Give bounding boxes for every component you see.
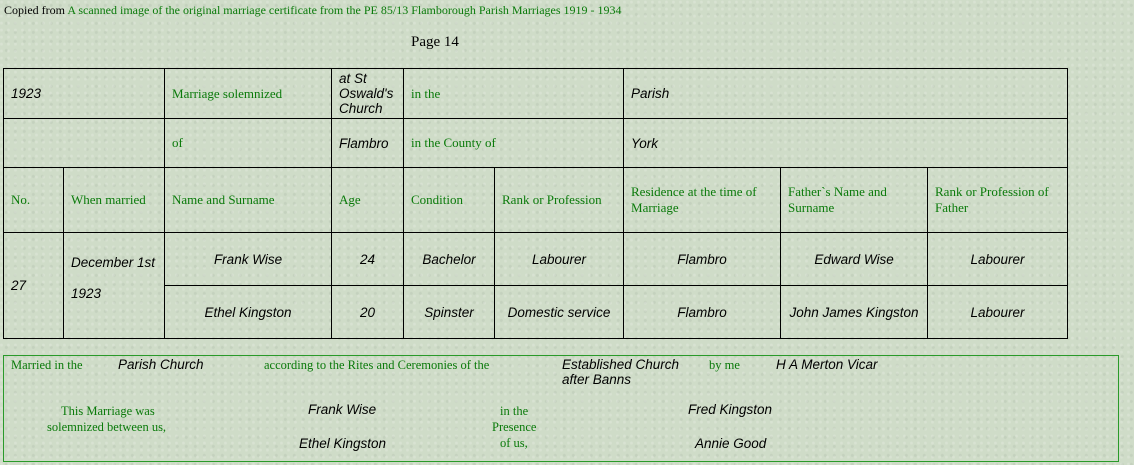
source-note bbox=[4, 3, 622, 18]
source-link[interactable]: A scanned image of the original marriage certificate from the PE 85/13 Flamborough Parish Marriages 1919 - 1934 bbox=[67, 3, 622, 17]
col-header-father-name: Father`s Name and Surname bbox=[781, 168, 928, 233]
groom-profession: Labourer bbox=[495, 233, 624, 286]
col-header-residence: Residence at the time of Marriage bbox=[624, 168, 781, 233]
source-prefix: Copied from bbox=[4, 3, 65, 17]
solemnized-label-line1: This Marriage was bbox=[61, 404, 155, 418]
bride-profession: Domestic service bbox=[495, 286, 624, 339]
county-label: in the County of bbox=[404, 119, 624, 168]
blank-cell bbox=[4, 119, 165, 168]
groom-father-name: Edward Wise bbox=[781, 233, 928, 286]
solemnized-label-line2: solemnized between us, bbox=[47, 420, 167, 434]
entry-date-line1: December 1st bbox=[71, 255, 156, 270]
presence-label-line3: of us, bbox=[500, 436, 528, 450]
in-the-label: in the bbox=[404, 69, 624, 119]
col-header-father-profession: Rank or Profession of Father bbox=[928, 168, 1068, 233]
county-cell: York bbox=[624, 119, 1068, 168]
solemnization-summary bbox=[3, 355, 1119, 462]
entry-date-line2: 1923 bbox=[71, 286, 102, 301]
groom-condition: Bachelor bbox=[404, 233, 495, 286]
col-header-profession: Rank or Profession bbox=[495, 168, 624, 233]
table-row bbox=[4, 233, 1068, 286]
presence-label-line1: in the bbox=[500, 404, 529, 418]
witness2-signature: Annie Good bbox=[695, 436, 767, 451]
groom-father-profession: Labourer bbox=[928, 233, 1068, 286]
bride-residence: Flambro bbox=[624, 286, 781, 339]
col-header-name: Name and Surname bbox=[165, 168, 332, 233]
groom-name: Frank Wise bbox=[165, 233, 332, 286]
col-header-condition: Condition bbox=[404, 168, 495, 233]
bride-name: Ethel Kingston bbox=[165, 286, 332, 339]
col-header-when-married: When married bbox=[64, 168, 165, 233]
town-cell: Flambro bbox=[332, 119, 404, 168]
rites-label: according to the Rites and Ceremonies of the bbox=[264, 358, 490, 372]
bride-father-name: John James Kingston bbox=[781, 286, 928, 339]
register-location-row bbox=[4, 119, 1068, 168]
entry-date bbox=[64, 233, 165, 339]
place-cell: at St Oswald's Church bbox=[332, 69, 404, 119]
page-label: Page 14 bbox=[411, 34, 459, 50]
established-value: Established Church bbox=[562, 357, 680, 372]
entry-number: 27 bbox=[4, 233, 64, 339]
bride-condition: Spinster bbox=[404, 286, 495, 339]
church-value: Parish Church bbox=[118, 357, 204, 372]
witness1-signature: Fred Kingston bbox=[688, 402, 773, 417]
banns-value: after Banns bbox=[562, 372, 632, 387]
register-header-row bbox=[4, 69, 1068, 119]
groom-age: 24 bbox=[332, 233, 404, 286]
of-label: of bbox=[165, 119, 332, 168]
married-in-label: Married in the bbox=[11, 358, 83, 372]
presence-label-line2: Presence bbox=[492, 420, 537, 434]
col-header-no: No. bbox=[4, 168, 64, 233]
year-cell: 1923 bbox=[4, 69, 165, 119]
bride-father-profession: Labourer bbox=[928, 286, 1068, 339]
parish-cell: Parish bbox=[624, 69, 1068, 119]
officiant-value: H A Merton Vicar bbox=[776, 357, 878, 372]
bride-age: 20 bbox=[332, 286, 404, 339]
column-header-row bbox=[4, 168, 1068, 233]
marriage-register-table bbox=[3, 68, 1068, 339]
bride-signature: Ethel Kingston bbox=[299, 436, 387, 451]
marriage-solemnized-label: Marriage solemnized bbox=[165, 69, 332, 119]
groom-residence: Flambro bbox=[624, 233, 781, 286]
by-me-label: by me bbox=[709, 358, 740, 372]
groom-signature: Frank Wise bbox=[308, 402, 377, 417]
col-header-age: Age bbox=[332, 168, 404, 233]
